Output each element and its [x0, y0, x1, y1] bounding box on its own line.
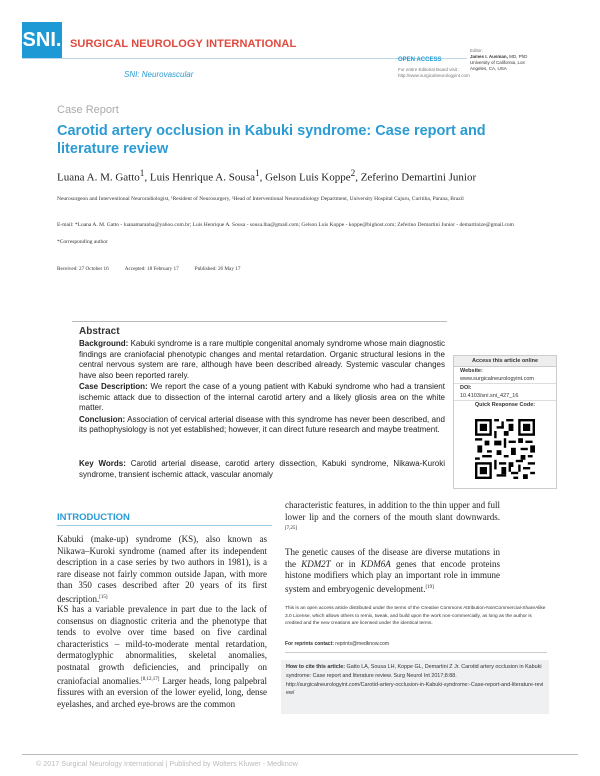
doi-label: DOI: — [460, 385, 472, 391]
intro-p2-text: KS has a variable prevalence in part due to the lack of consensus on diagnostic criteria and the phenotype that tends to evolve over time based on five cardinal characteristics – mild-to-moderate mental retardation, dermatoglyphic abnormalities, skeletal anomalies, postnatal growth deficiencies, and principally on craniofacial anomalies. — [57, 604, 267, 686]
intro-p1-text: Kabuki (make-up) syndrome (KS), also known as Nikawa–Kuroki syndrome (named after its independent description in a case series by two authors in 1981), is a rare disease not fairly common outside Japan, with more than 350 cases described after 20 years of its first description. — [57, 534, 267, 604]
citation — [286, 663, 544, 698]
abstract-background — [79, 339, 445, 381]
author-emails: E-mail: *Luana A. M. Gatto - luanamaranha@yahoo.com.br; Luis Henrique A. Sousa - sousa.lha@gmail.com; Gelson Luis Koppe - koppe@bighost.com; Zeferino Demartini Junior - demartinize@gmail.com — [57, 222, 514, 228]
open-access-label: OPEN ACCESS — [398, 57, 442, 63]
keywords-text: Carotid arterial disease, carotid artery dissection, Kabuki syndrome, Nikawa-Kuroki syndrome, transient ischemic attack, vascular anomaly — [79, 459, 445, 479]
published-date: Published: 26 May 17 — [194, 266, 241, 272]
editorial-board-text: For entire Editorial Board visit : — [398, 67, 460, 72]
background-label: Background: — [79, 339, 129, 348]
intro-paragraph-1 — [57, 534, 267, 606]
author-list: Luana A. M. Gatto$^1$, Luis Henrique A. Sousa$^1$, Gelson Luis Koppe$^2$, Zeferino Demartini Junior — [57, 168, 477, 184]
qr-label: Quick Response Code: — [474, 402, 536, 408]
footer-divider — [22, 754, 578, 755]
article-title: Carotid artery occlusion in Kabuki syndrome: Case report and literature review — [57, 123, 486, 157]
website-link[interactable]: www.surgicalneurologyint.com — [460, 376, 534, 382]
license-text: This is an open access article distributed under the terms of the Creative Commons Attribution-NonCommercial-ShareAlike 3.0 License, which allows others to remix, tweak, and build upon the work non-commercially, as long as the author is credited and the new creations are licensed under the identical terms. — [285, 606, 546, 626]
keywords-label: Key Words: — [79, 459, 126, 468]
editor-info — [470, 48, 580, 72]
journal-name: SURGICAL NEUROLOGY INTERNATIONAL — [70, 38, 297, 50]
journal-section: SNI: Neurovascular — [124, 70, 194, 79]
author-sup: 1 — [254, 168, 260, 178]
author-name: Luis Henrique A. Sousa — [149, 171, 255, 184]
qr-row — [454, 401, 556, 409]
background-text: Kabuki syndrome is a rare multiple congenital anomaly syndrome whose main diagnostic findings are craniofacial phenotypic changes and mental retardation. Organic structural lesions in the central nervous system are rare, although have been described already. Systemic vascular changes have also been reported rarely. — [79, 339, 445, 380]
author-name: Zeferino Demartini Junior — [360, 171, 477, 184]
citation-label: How to cite this article: — [286, 664, 346, 670]
qr-code-icon[interactable] — [475, 418, 535, 480]
intro-paragraph-2 — [57, 604, 267, 710]
introduction-divider — [57, 525, 272, 526]
abstract-divider — [72, 321, 447, 322]
accepted-date: Accepted: 18 February 17 — [124, 266, 179, 272]
author-name: Gelson Luis Koppe — [265, 171, 351, 184]
col2-p2-b: or in — [330, 558, 361, 569]
case-label: Case Description: — [79, 382, 148, 391]
editor-name: James I. Ausman, — [470, 54, 508, 59]
col2-p2-c: genes that encode proteins histone modifiers which play an important role in immune system and embryogenic development. — [285, 558, 501, 594]
affiliation: Neurosurgeon and Interventional Neuroradiologist, ¹Resident of Neurosurgery, ²Head of Interventional Neuroradiology Department, University Hospital Cajuru, Curitiba, Parana, Brazil — [57, 196, 464, 202]
editor-affiliation-1: University of California, Los — [470, 60, 525, 65]
author-sup: 2 — [350, 168, 356, 178]
article-dates — [57, 266, 256, 272]
corresponding-author: *Corresponding author — [57, 239, 108, 245]
reprints-email[interactable]: reprints@medknow.com — [333, 641, 390, 647]
reprints-label: For reprints contact: — [285, 641, 334, 647]
citation-url[interactable]: http://surgicalneurologyint.com/Carotid-artery-occlusion-in-Kabuki-syndrome:-Case-report-and-literature-review/ — [286, 681, 544, 697]
editor-affiliation-2: Angeles, CA, USA — [470, 66, 507, 71]
editorial-board-url[interactable]: http://www.surgicalneurologyint.com — [398, 73, 470, 78]
editor-degrees: MD, PhD — [507, 54, 528, 59]
editor-label: Editor: — [470, 48, 484, 53]
gene-name: KDM2T — [301, 558, 331, 569]
col2-p1-text: characteristic features, in addition to the thin upper and full lower lip and the corners of the mouth slant downwards. — [285, 500, 500, 522]
col2-paragraph-2 — [285, 547, 500, 595]
conclusion-text: Association of cervical arterial disease with this syndrome has never been described, and its pathophysiology is not yet established; however, it can direct future research and maybe treatment. — [79, 414, 445, 434]
abstract-conclusion — [79, 415, 445, 436]
abstract-body — [79, 339, 445, 437]
intro-p2-tail: Larger heads, long palpebral fissures with an eversion of the lower eyelid, long, dense eyelashes, and arched eye-brows are the common — [57, 675, 267, 709]
keywords — [79, 459, 445, 480]
abstract-heading: Abstract — [79, 326, 120, 337]
editorial-board-link[interactable] — [398, 67, 470, 79]
access-heading: Access this article online — [454, 356, 556, 367]
col2-p2-ref[interactable]: [19] — [425, 584, 434, 590]
abstract-case — [79, 382, 445, 414]
introduction-heading: INTRODUCTION — [57, 512, 130, 523]
gene-name: KDM6A — [360, 558, 391, 569]
col2-paragraph-1 — [285, 500, 500, 537]
copyright-footer: © 2017 Surgical Neurology International | Published by Wolters Kluwer - Medknow — [36, 759, 298, 768]
reprints-divider — [285, 652, 547, 653]
conclusion-label: Conclusion: — [79, 414, 126, 424]
doi-row — [454, 384, 556, 401]
author-name: Luana A. M. Gatto — [57, 171, 140, 184]
citation-text: Gatto LA, Sousa LH, Koppe GL, Demartini Z Jr. Carotid artery occlusion in Kabuki syndrome: Case report and literature review. Surg Neurol Int 2017;8:88. — [286, 664, 542, 679]
received-date: Received: 27 October 16 — [57, 266, 109, 272]
col2-p2-a: The genetic causes of the disease are diverse mutations in the — [285, 547, 500, 569]
intro-p1-ref[interactable]: [15] — [99, 594, 108, 600]
doi-link[interactable]: 10.4103/sni.sni_427_16 — [460, 393, 519, 399]
website-label: Website: — [460, 368, 483, 374]
reprints-contact — [285, 641, 547, 647]
case-text: We report the case of a young patient with Kabuki syndrome who had a transient ischemic attack due to dissection of the internal carotid artery and a likely gliosis area on the white matter. — [79, 382, 445, 412]
intro-p2-ref[interactable]: [8,12,17] — [141, 676, 160, 682]
col2-p1-ref[interactable]: [7,25] — [285, 526, 298, 532]
journal-logo: SNI. — [22, 22, 62, 58]
author-sup: 1 — [139, 168, 145, 178]
website-row — [454, 367, 556, 384]
article-type: Case Report — [57, 104, 119, 116]
